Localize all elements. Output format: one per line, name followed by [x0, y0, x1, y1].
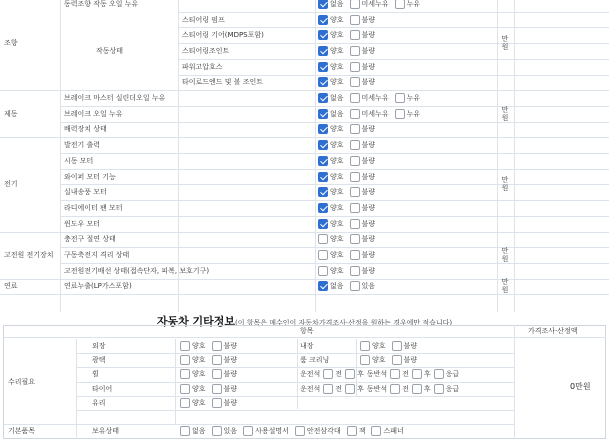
exterior-label: 외장	[92, 342, 106, 351]
check-item-options	[318, 153, 494, 169]
manual-label: 사용설명서	[255, 427, 289, 436]
good-checkbox[interactable]	[180, 398, 190, 408]
unit-label: 만원	[501, 176, 509, 193]
passenger-label: 동반석	[366, 384, 388, 393]
check-item-label: 브레이크 오일 누유	[64, 109, 123, 118]
good-bad-options	[360, 339, 478, 353]
good-checkbox[interactable]	[318, 30, 328, 40]
good-label: 양호	[192, 342, 206, 351]
check-item-label: 윈도우 모터	[64, 219, 101, 228]
good-label: 양호	[330, 188, 344, 197]
jack-label: 잭	[358, 427, 366, 436]
good-checkbox[interactable]	[360, 355, 370, 365]
none-label: 없음	[330, 282, 344, 291]
category-label: 고전원 전기장치	[4, 251, 54, 260]
check-item-options	[318, 232, 494, 248]
grid-line	[76, 410, 514, 411]
check-item-label: 라디에이터 팬 모터	[64, 203, 123, 212]
group-repair-label: 수리필요	[8, 377, 36, 386]
check-item-label: 스티어링 기어(MDPS포함)	[182, 31, 264, 40]
good-bad-options	[180, 396, 298, 410]
grid-line	[514, 0, 515, 312]
bad-label: 불량	[361, 172, 376, 181]
good-checkbox[interactable]	[180, 384, 190, 394]
bad-label: 불량	[361, 46, 376, 55]
check-item-label: 와이퍼 모터 기능	[64, 172, 116, 181]
spare-label: 응급	[445, 384, 460, 393]
bad-label: 불량	[361, 15, 376, 24]
good-bad-options	[180, 353, 298, 367]
spanner-checkbox[interactable]	[371, 426, 381, 436]
grid-line	[514, 325, 515, 439]
interior-label: 내장	[300, 342, 314, 351]
good-label: 양호	[192, 370, 206, 379]
check-item-options	[318, 27, 494, 43]
header-item: 항목	[300, 327, 314, 335]
driver-label: 운전석	[300, 384, 321, 393]
check-item-label: 고전원전기배선 상태(접속단자, 피복, 보호기구)	[64, 266, 210, 275]
check-item-label: 시동 모터	[64, 156, 94, 165]
check-item-label: 타이로드엔드 및 볼 조인트	[182, 78, 264, 87]
bad-checkbox[interactable]	[350, 30, 360, 40]
bad-label: 불량	[361, 188, 376, 197]
wheel-label: 휠	[92, 370, 99, 379]
bad-checkbox[interactable]	[350, 266, 360, 276]
leak-checkbox[interactable]	[395, 109, 405, 119]
bad-checkbox[interactable]	[212, 384, 222, 394]
check-item-options	[318, 263, 494, 279]
bad-checkbox[interactable]	[350, 156, 360, 166]
bad-checkbox[interactable]	[350, 250, 360, 260]
good-checkbox[interactable]	[318, 140, 328, 150]
good-checkbox[interactable]	[180, 355, 190, 365]
good-checkbox[interactable]	[318, 77, 328, 87]
grid-line	[315, 0, 316, 312]
check-item-label: 스티어링 펌프	[182, 15, 225, 24]
bad-checkbox[interactable]	[350, 187, 360, 197]
category-label: 연료	[4, 282, 18, 291]
grid-line	[497, 0, 498, 312]
good-checkbox[interactable]	[180, 369, 190, 379]
position-options	[300, 382, 512, 396]
check-item-label: 실내송풍 모터	[64, 188, 107, 197]
category-label: 조향	[4, 39, 18, 48]
holding-options	[180, 424, 510, 438]
bad-checkbox[interactable]	[350, 62, 360, 72]
exists-checkbox[interactable]	[212, 426, 222, 436]
check-item-options	[318, 43, 494, 59]
good-label: 양호	[330, 156, 344, 165]
good-label: 양호	[330, 172, 344, 181]
good-label: 양호	[330, 235, 344, 244]
leak-checkbox[interactable]	[395, 0, 405, 9]
bad-checkbox[interactable]	[350, 124, 360, 134]
front-checkbox[interactable]	[323, 384, 333, 394]
none-checkbox[interactable]	[180, 426, 190, 436]
header-price: 가격조사·산정액	[528, 327, 578, 335]
good-label: 양호	[330, 266, 344, 275]
grid-line	[3, 337, 606, 338]
unit-label: 만원	[501, 35, 509, 52]
leak-label: 누유	[406, 109, 421, 118]
leak-label: 누유	[406, 94, 421, 103]
check-item-options	[318, 0, 494, 12]
group-basic-label: 기본품목	[8, 427, 36, 436]
rear-checkbox[interactable]	[345, 384, 355, 394]
manual-checkbox[interactable]	[243, 426, 253, 436]
rear-label: 후	[423, 370, 431, 379]
check-item-options	[318, 122, 494, 138]
check-item-options	[318, 216, 494, 232]
bad-checkbox[interactable]	[392, 355, 402, 365]
front-label: 전	[335, 384, 343, 393]
exists-label: 있음	[223, 427, 238, 436]
rear-label: 후	[423, 384, 431, 393]
good-bad-options	[180, 367, 298, 381]
check-item-options	[318, 12, 494, 28]
triangle-checkbox[interactable]	[295, 426, 305, 436]
driver-label: 운전석	[300, 370, 321, 379]
section-title-note: (이 항목은 매수인이 자동차가격조사·산정을 원하는 경우에만 적습니다)	[235, 319, 453, 327]
unit-label: 만원	[501, 247, 509, 264]
unit-label: 만원	[501, 278, 509, 295]
check-item-label: 동력조향 작동 오일 누유	[64, 0, 139, 8]
bad-label: 불량	[223, 398, 238, 407]
holding-label: 보유상태	[92, 427, 120, 436]
bad-label: 불량	[361, 251, 376, 260]
spare-label: 응급	[445, 370, 460, 379]
none-checkbox[interactable]	[318, 0, 328, 9]
spare-checkbox[interactable]	[434, 369, 444, 379]
good-checkbox[interactable]	[180, 341, 190, 351]
bad-label: 불량	[361, 125, 376, 134]
good-bad-options	[360, 353, 478, 367]
bad-checkbox[interactable]	[212, 355, 222, 365]
good-checkbox[interactable]	[318, 124, 328, 134]
check-item-options	[318, 137, 494, 153]
check-item-label: 구동축전지 격리 상태	[64, 251, 130, 260]
leak-label: 누유	[406, 0, 421, 8]
grid-line	[60, 0, 61, 312]
position-options	[300, 367, 512, 381]
bad-label: 불량	[361, 78, 376, 87]
bad-label: 불량	[361, 141, 376, 150]
good-checkbox[interactable]	[318, 187, 328, 197]
bad-checkbox[interactable]	[350, 46, 360, 56]
triangle-label: 안전삼각대	[306, 427, 341, 436]
bad-label: 불량	[361, 62, 376, 71]
good-checkbox[interactable]	[318, 62, 328, 72]
tire-label: 타이어	[92, 384, 113, 393]
none-checkbox[interactable]	[318, 281, 328, 291]
bad-label: 불량	[361, 203, 376, 212]
front-label: 전	[335, 370, 343, 379]
spanner-label: 스패너	[383, 427, 404, 436]
glass-label: 유리	[92, 398, 106, 407]
good-checkbox[interactable]	[318, 219, 328, 229]
front-label: 전	[402, 370, 409, 379]
bad-label: 불량	[223, 384, 238, 393]
check-item-options	[318, 247, 494, 263]
jack-checkbox[interactable]	[347, 426, 357, 436]
good-label: 양호	[372, 342, 386, 351]
good-label: 양호	[330, 219, 344, 228]
good-checkbox[interactable]	[318, 156, 328, 166]
check-item-options	[318, 184, 494, 200]
good-checkbox[interactable]	[318, 250, 328, 260]
bad-checkbox[interactable]	[350, 219, 360, 229]
good-checkbox[interactable]	[360, 341, 370, 351]
bad-label: 불량	[361, 235, 376, 244]
none-checkbox[interactable]	[318, 109, 328, 119]
good-label: 양호	[330, 78, 344, 87]
good-label: 양호	[330, 46, 344, 55]
front-label: 전	[402, 384, 409, 393]
fine-leak-checkbox[interactable]	[350, 93, 360, 103]
good-checkbox[interactable]	[318, 172, 328, 182]
good-label: 양호	[192, 356, 206, 365]
category-label: 전기	[4, 180, 18, 189]
check-item-label: 충전구 절연 상태	[64, 235, 116, 244]
subgroup-label: 작동상태	[96, 46, 124, 55]
none-label: 없음	[330, 0, 344, 8]
bad-label: 불량	[361, 156, 376, 165]
front-checkbox[interactable]	[323, 369, 333, 379]
bad-label: 불량	[223, 342, 238, 351]
bad-label: 불량	[223, 370, 238, 379]
fine-leak-label: 미세누유	[361, 94, 389, 103]
check-item-options	[318, 200, 494, 216]
check-item-label: 스티어링조인트	[182, 46, 230, 55]
other-info-table	[0, 325, 609, 442]
bad-checkbox[interactable]	[350, 172, 360, 182]
fine-leak-checkbox[interactable]	[350, 0, 360, 9]
fine-leak-label: 미세누유	[361, 109, 389, 118]
good-checkbox[interactable]	[318, 234, 328, 244]
exists-label: 있음	[361, 282, 376, 291]
check-item-options	[318, 90, 494, 106]
bad-checkbox[interactable]	[350, 15, 360, 25]
bad-checkbox[interactable]	[350, 234, 360, 244]
bad-checkbox[interactable]	[350, 77, 360, 87]
check-item-options	[318, 75, 494, 91]
good-label: 양호	[330, 251, 344, 260]
rear-checkbox[interactable]	[345, 369, 355, 379]
check-item-label: 배력장치 상태	[64, 125, 107, 134]
check-item-label: 연료누출(LP가스포함)	[64, 282, 132, 291]
check-item-label: 브레이크 마스터 실린더오일 누유	[64, 94, 166, 103]
none-checkbox[interactable]	[318, 93, 328, 103]
bad-checkbox[interactable]	[212, 398, 222, 408]
check-item-options	[318, 106, 494, 122]
check-item-options	[318, 169, 494, 185]
good-label: 양호	[330, 15, 344, 24]
front-checkbox[interactable]	[390, 369, 400, 379]
leak-checkbox[interactable]	[395, 93, 405, 103]
good-label: 양호	[372, 356, 386, 365]
section-title-main: 자동차 기타정보	[156, 315, 236, 328]
front-checkbox[interactable]	[390, 384, 400, 394]
exists-checkbox[interactable]	[350, 281, 360, 291]
bad-label: 불량	[361, 31, 376, 40]
good-label: 양호	[330, 125, 344, 134]
unit-label: 만원	[501, 105, 509, 122]
check-item-label: 발전기 출력	[64, 141, 101, 150]
rear-label: 후	[357, 370, 364, 379]
none-label: 없음	[330, 94, 344, 103]
good-label: 양호	[192, 384, 206, 393]
bad-label: 불량	[361, 219, 376, 228]
check-item-options	[318, 279, 494, 295]
good-checkbox[interactable]	[318, 203, 328, 213]
passenger-label: 동반석	[366, 370, 388, 379]
good-label: 양호	[330, 203, 344, 212]
check-item-options	[318, 59, 494, 75]
good-bad-options	[180, 339, 298, 353]
bad-label: 불량	[223, 356, 238, 365]
bad-label: 불량	[361, 266, 376, 275]
none-label: 없음	[330, 109, 344, 118]
good-label: 양호	[330, 31, 344, 40]
bad-checkbox[interactable]	[212, 341, 222, 351]
rear-checkbox[interactable]	[412, 369, 422, 379]
check-item-label: 파워고압호스	[182, 62, 223, 71]
good-checkbox[interactable]	[318, 266, 328, 276]
good-label: 양호	[192, 398, 206, 407]
fine-leak-checkbox[interactable]	[350, 109, 360, 119]
bad-label: 불량	[403, 342, 418, 351]
gloss-label: 광택	[92, 356, 106, 365]
good-label: 양호	[330, 141, 344, 150]
category-label: 제동	[4, 109, 18, 118]
good-checkbox[interactable]	[318, 46, 328, 56]
price-value: 0만원	[570, 382, 591, 391]
bad-checkbox[interactable]	[350, 140, 360, 150]
bad-checkbox[interactable]	[392, 341, 402, 351]
rear-checkbox[interactable]	[412, 384, 422, 394]
fine-leak-label: 미세누유	[361, 0, 389, 8]
good-checkbox[interactable]	[318, 15, 328, 25]
spare-checkbox[interactable]	[434, 384, 444, 394]
room-clean-label: 룸 크리닝	[300, 356, 330, 365]
bad-checkbox[interactable]	[350, 203, 360, 213]
bad-label: 불량	[403, 356, 418, 365]
rear-label: 후	[357, 384, 364, 393]
good-bad-options	[180, 382, 298, 396]
bad-checkbox[interactable]	[212, 369, 222, 379]
good-label: 양호	[330, 62, 344, 71]
none-label: 없음	[192, 427, 206, 436]
